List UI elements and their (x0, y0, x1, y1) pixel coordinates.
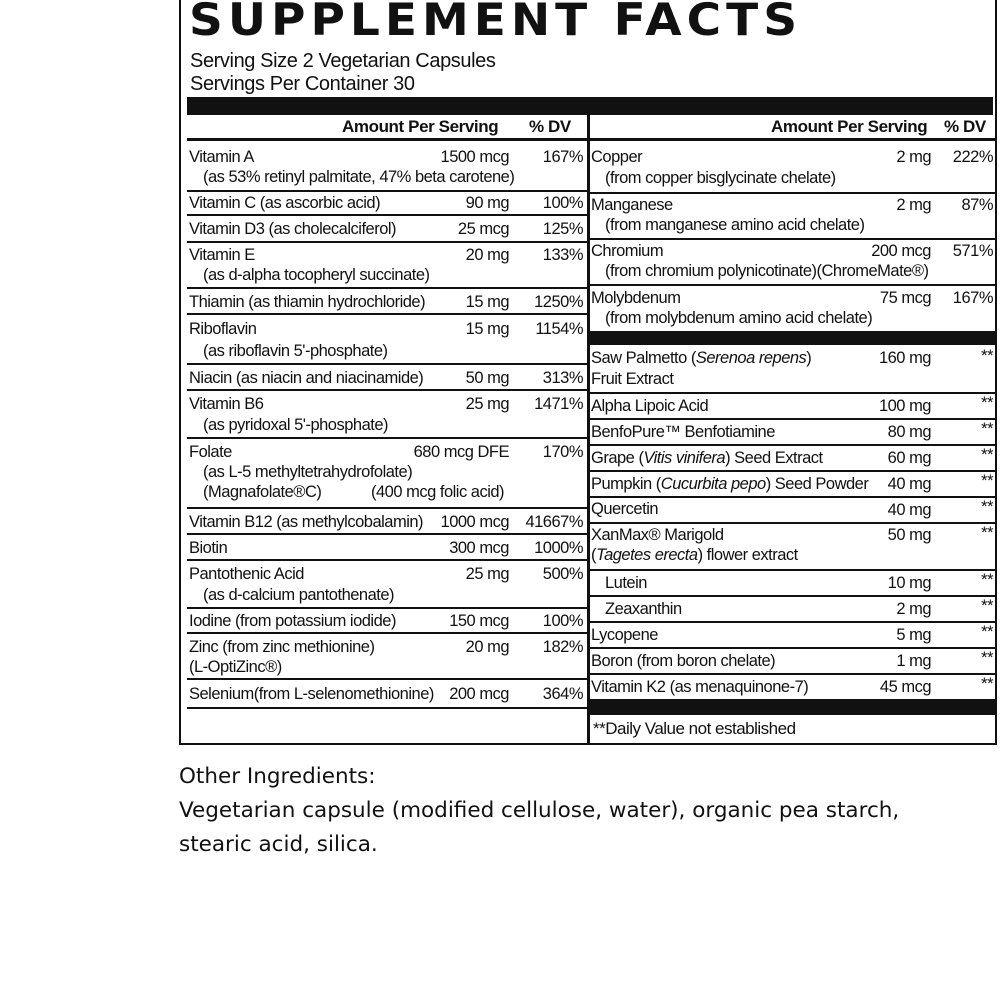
right-column-header (587, 115, 997, 141)
nutrient-dv: ** (981, 571, 993, 589)
nutrient-name: Vitamin C (as ascorbic acid) (189, 194, 381, 212)
servings-per-container: Servings Per Container 30 (190, 73, 415, 95)
nutrient-row (187, 192, 587, 216)
nutrient-dv: ** (981, 597, 993, 615)
nutrient-amount: 45 mcg (879, 678, 931, 696)
nutrient-name: Thiamin (as thiamin hydrochloride) (189, 293, 426, 311)
nutrient-amount: 20 mg (465, 638, 509, 656)
nutrient-row (587, 675, 997, 699)
nutrient-name: Vitamin K2 (as menaquinone-7) (591, 678, 809, 696)
nutrient-row (587, 571, 997, 597)
nutrient-name: Saw Palmetto (Serenoa repens) (591, 349, 812, 367)
nutrient-name: Selenium(from L-selenomethionine) (189, 685, 434, 703)
nutrient-source: (as d-calcium pantothenate) (203, 586, 395, 604)
nutrient-name: Grape (Vitis vinifera) Seed Extract (591, 449, 823, 467)
nutrient-amount: 50 mg (465, 369, 509, 387)
section-divider-bar (587, 331, 997, 345)
section-divider-bar (587, 699, 997, 715)
right-column (587, 115, 997, 743)
serving-size: Serving Size 2 Vegetarian Capsules (190, 50, 496, 72)
nutrient-amount: 680 mcg DFE (413, 443, 509, 461)
nutrient-dv: 571% (952, 242, 993, 260)
nutrient-row (587, 498, 997, 524)
nutrient-amount: 40 mg (887, 501, 931, 519)
nutrient-amount: 150 mcg (449, 612, 509, 630)
nutrient-name: Manganese (591, 196, 673, 214)
nutrient-name: Vitamin B12 (as methylcobalamin) (189, 513, 424, 531)
nutrient-row (587, 194, 997, 240)
nutrient-dv: 1250% (534, 293, 583, 311)
nutrient-amount: 60 mg (887, 449, 931, 467)
amount-header: Amount Per Serving (771, 117, 928, 136)
nutrient-row (587, 524, 997, 571)
nutrient-name: Quercetin (591, 500, 659, 518)
nutrient-source: (from copper bisglycinate chelate) (605, 169, 836, 187)
other-ingredients-heading: Other Ingredients: (179, 764, 376, 789)
nutrient-amount: 2 mg (896, 148, 931, 166)
nutrient-dv: 182% (542, 638, 583, 656)
nutrient-dv: ** (981, 472, 993, 490)
nutrient-name: Iodine (from potassium iodide) (189, 612, 396, 630)
nutrient-row (187, 315, 587, 365)
nutrient-name: Chromium (591, 242, 664, 260)
nutrient-amount: 75 mcg (879, 289, 931, 307)
nutrient-note: (400 mcg folic acid) (371, 483, 505, 501)
nutrient-name: Vitamin B6 (189, 395, 264, 413)
nutrient-row (187, 561, 587, 609)
nutrient-row (187, 243, 587, 289)
panel-title: SUPPLEMENT FACTS (189, 0, 803, 47)
nutrient-amount: 5 mg (896, 626, 931, 644)
dv-header: % DV (944, 117, 986, 136)
nutrient-row (187, 289, 587, 315)
nutrient-row (187, 365, 587, 391)
nutrient-dv: ** (981, 524, 993, 542)
footnote: **Daily Value not established (593, 719, 796, 738)
nutrient-source: (as pyridoxal 5'-phosphate) (203, 416, 389, 434)
nutrient-amount: 200 mcg (871, 242, 931, 260)
nutrient-dv: 133% (542, 246, 583, 264)
nutrient-row (587, 472, 997, 498)
nutrient-name: Vitamin A (189, 148, 254, 166)
amount-header: Amount Per Serving (342, 117, 499, 136)
left-column (187, 115, 590, 743)
nutrient-brand: (Magnafolate®C) (203, 483, 322, 501)
nutrient-source: (L-OptiZinc®) (189, 658, 282, 676)
nutrient-dv: 167% (542, 148, 583, 166)
nutrient-amount: 50 mg (887, 526, 931, 544)
nutrient-amount: 15 mg (465, 293, 509, 311)
nutrient-amount: 25 mg (465, 395, 509, 413)
nutrient-dv: ** (981, 394, 993, 412)
nutrient-name: Vitamin E (189, 246, 255, 264)
nutrient-amount: 2 mg (896, 196, 931, 214)
nutrient-row (587, 240, 997, 286)
nutrient-row (187, 439, 587, 509)
nutrient-dv: 222% (952, 148, 993, 166)
nutrient-dv: 1154% (535, 320, 583, 338)
nutrient-row (187, 146, 587, 192)
nutrient-amount: 20 mg (465, 246, 509, 264)
nutrient-source: (Tagetes erecta) flower extract (591, 546, 798, 564)
nutrient-dv: 1471% (534, 395, 583, 413)
nutrient-name: Pantothenic Acid (189, 565, 304, 583)
nutrient-amount: 160 mg (878, 349, 931, 367)
nutrient-row (187, 680, 587, 709)
nutrient-amount: 90 mg (465, 194, 509, 212)
nutrient-amount: 80 mg (887, 423, 931, 441)
nutrient-name: Boron (from boron chelate) (591, 652, 776, 670)
nutrient-name: Pumpkin (Cucurbita pepo) Seed Powder (591, 475, 869, 493)
nutrient-source: (from chromium polynicotinate)(ChromeMate®) (605, 262, 929, 280)
nutrient-row (587, 649, 997, 675)
nutrient-dv: 125% (542, 220, 583, 238)
nutrient-name: Folate (189, 443, 232, 461)
nutrient-name: Molybdenum (591, 289, 681, 307)
nutrient-dv: ** (981, 446, 993, 464)
nutrient-row (187, 535, 587, 561)
nutrient-dv: ** (981, 498, 993, 516)
nutrient-name: Zinc (from zinc methionine) (189, 638, 375, 656)
nutrient-row (587, 597, 997, 623)
nutrient-dv: 167% (952, 289, 993, 307)
other-ingredients-line: Vegetarian capsule (modified cellulose, water), organic pea starch, (179, 798, 900, 823)
nutrient-amount: 10 mg (887, 574, 931, 592)
nutrient-source: (from manganese amino acid chelate) (605, 216, 865, 234)
nutrient-name: Lycopene (591, 626, 658, 644)
nutrient-dv: 100% (542, 194, 583, 212)
nutrient-amount: 300 mcg (449, 539, 509, 557)
nutrient-name: Alpha Lipoic Acid (591, 397, 709, 415)
other-ingredients-line: stearic acid, silica. (179, 832, 378, 857)
nutrient-amount: 1500 mcg (440, 148, 509, 166)
nutrient-dv: 500% (542, 565, 583, 583)
nutrient-dv: ** (981, 623, 993, 641)
other-ingredients (179, 760, 979, 862)
nutrient-dv: 1000% (534, 539, 583, 557)
nutrient-row (587, 420, 997, 446)
nutrient-amount: 200 mcg (449, 685, 509, 703)
nutrient-name: BenfoPure™ Benfotiamine (591, 423, 775, 441)
nutrient-name: XanMax® Marigold (591, 526, 724, 544)
nutrient-dv: 364% (542, 685, 583, 703)
nutrient-name: Zeaxanthin (605, 600, 682, 618)
nutrient-source: (as riboflavin 5'-phosphate) (203, 342, 388, 360)
nutrient-row (587, 394, 997, 420)
nutrient-row (187, 509, 587, 535)
dv-header: % DV (529, 117, 571, 136)
nutrient-row (187, 634, 587, 680)
nutrient-dv: 87% (961, 196, 993, 214)
nutrient-amount: 25 mcg (457, 220, 509, 238)
nutrient-dv: 41667% (525, 513, 583, 531)
nutrient-name: Vitamin D3 (as cholecalciferol) (189, 220, 397, 238)
nutrient-dv: ** (981, 649, 993, 667)
nutrient-amount: 2 mg (896, 600, 931, 618)
nutrient-row (187, 216, 587, 243)
nutrient-row (587, 146, 997, 194)
nutrient-name: Copper (591, 148, 643, 166)
nutrient-dv: 313% (542, 369, 583, 387)
supplement-facts-panel (179, 0, 997, 745)
nutrient-row (587, 286, 997, 330)
nutrient-amount: 100 mg (878, 397, 931, 415)
nutrient-amount: 15 mg (465, 320, 509, 338)
nutrient-row (187, 609, 587, 634)
nutrient-row (587, 347, 997, 394)
divider-bar (187, 97, 993, 115)
nutrient-row (187, 391, 587, 439)
nutrient-amount: 25 mg (465, 565, 509, 583)
nutrient-row (587, 623, 997, 649)
nutrient-form: Fruit Extract (591, 370, 674, 388)
nutrient-name: Biotin (189, 539, 228, 557)
nutrient-source: (from molybdenum amino acid chelate) (605, 309, 873, 327)
nutrient-dv: ** (981, 675, 993, 693)
nutrient-amount: 40 mg (887, 475, 931, 493)
nutrient-dv: ** (981, 347, 993, 365)
nutrient-dv: 100% (542, 612, 583, 630)
nutrient-row (587, 446, 997, 472)
nutrient-dv: ** (981, 420, 993, 438)
nutrient-source: (as d-alpha tocopheryl succinate) (203, 266, 430, 284)
nutrient-name: Riboflavin (189, 320, 257, 338)
nutrient-name: Niacin (as niacin and niacinamide) (189, 369, 424, 387)
nutrient-name: Lutein (605, 574, 647, 592)
nutrient-amount: 1000 mcg (440, 513, 509, 531)
left-column-header (187, 115, 587, 141)
nutrient-dv: 170% (542, 443, 583, 461)
nutrient-source: (as L-5 methyltetrahydrofolate) (203, 463, 413, 481)
nutrient-amount: 1 mg (896, 652, 931, 670)
nutrient-source: (as 53% retinyl palmitate, 47% beta carotene) (203, 168, 515, 186)
